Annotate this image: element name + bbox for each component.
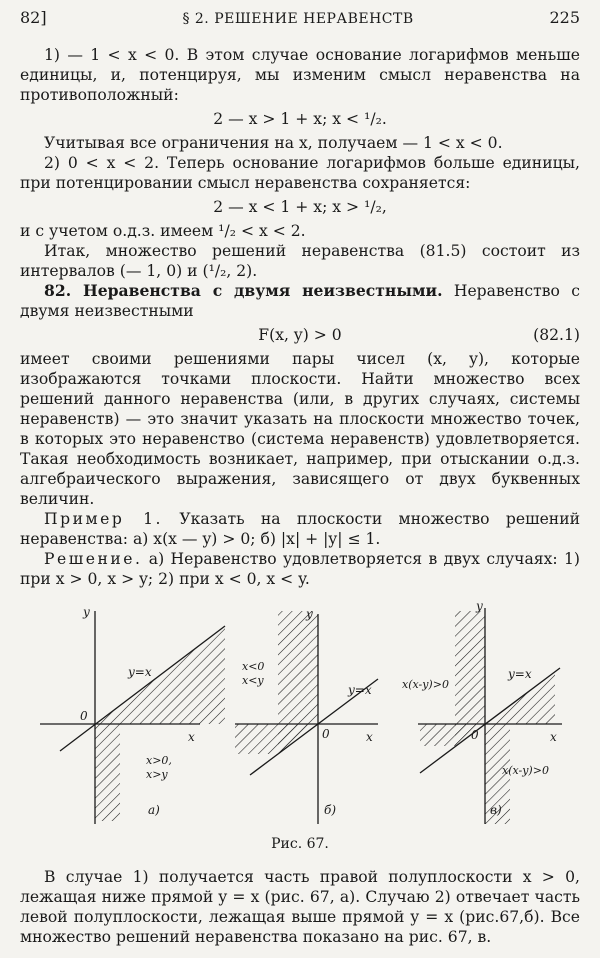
system-b-2: x<y <box>242 673 264 687</box>
paragraph-case-2: 2) 0 < x < 2. Теперь основание логарифмов больше единицы, при потенцировании смысл неравенства сохраняется: <box>20 153 580 192</box>
equation-82-1 <box>20 326 580 346</box>
figure-67 <box>20 596 580 832</box>
region-label-c-1: x(x-y)>0 <box>402 677 449 691</box>
system-a-2: x>y <box>146 767 168 781</box>
paragraph-conclusion: Итак, множество решений неравенства (81.5) состоит из интервалов (— 1, 0) и (¹/₂, 2). <box>20 241 580 280</box>
solution <box>20 550 580 590</box>
hatch-region-a-lower <box>95 724 120 821</box>
y-label-b: y <box>306 606 313 621</box>
section-number: 82] <box>20 8 47 27</box>
figure-caption: Рис. 67. <box>271 835 329 852</box>
origin-a: 0 <box>80 708 88 723</box>
solution-text: а) Неравенство удовлетворяется в двух случаях: 1) при x > 0, x > y; 2) при x < 0, x < y. <box>20 549 580 588</box>
line-label-a: y=x <box>128 664 152 679</box>
solution-label: Решение. <box>44 549 143 568</box>
paragraph-odz: и с учетом о.д.з. имеем ¹/₂ < x < 2. <box>20 221 306 240</box>
figure-b <box>235 607 378 824</box>
paragraph-case-1: 1) — 1 < x < 0. В этом случае основание логарифмов меньше единицы, и, потенцируя, мы изменим смысл неравенства на противоположный: <box>20 46 580 104</box>
origin-b: 0 <box>322 726 330 741</box>
system-a-1: x>0, <box>146 753 172 767</box>
region-label-c-2: x(x-y)>0 <box>502 763 549 777</box>
x-label-b: x <box>366 729 373 744</box>
formula-1: 2 — x > 1 + x; x < ¹/₂. <box>213 109 387 128</box>
figure-a <box>40 605 225 824</box>
system-b-1: x<0 <box>242 659 265 673</box>
x-label-c: x <box>550 729 557 744</box>
paragraph-solutions: имеет своими решениями пары чисел (x, y), которые изображаются точками плоскости. Найти множество всех решений данного неравенства (или, в других случаях, системы неравенств) — это значит указать на плоскости множество точек, в которых это неравенство (система неравенств) удовлетворяется. Такая необходимость возникает, например, при отыскании о.д.з. алгебраического выражения, зависящего от двух буквенных величин. <box>20 350 580 509</box>
section-intro-text: Неравенство с двумя неизвестными <box>20 282 580 321</box>
hatch-region-b-lower <box>235 724 318 754</box>
paragraph-constraints: Учитывая все ограничения на x, получаем — 1 < x < 0. <box>44 133 503 152</box>
y-label-a: y <box>83 604 90 619</box>
figure-label-c: в) <box>490 802 502 817</box>
example-1 <box>20 510 580 550</box>
origin-c: 0 <box>471 727 479 742</box>
paragraph-figure-explanation: В случае 1) получается часть правой полуплоскости x > 0, лежащая ниже прямой y = x (рис. 67, а). Случаю 2) отвечает часть левой полуплоскости, лежащая выше прямой y = x (рис.67,б). Все множество решений неравенства показано на рис. 67, в. <box>20 867 580 946</box>
figure-label-a: а) <box>148 802 160 817</box>
formula-2: 2 — x < 1 + x; x > ¹/₂, <box>213 197 387 216</box>
equation-number: (82.1) <box>533 326 580 345</box>
equation-text: F(x, y) > 0 <box>258 326 342 345</box>
running-title: § 2. РЕШЕНИЕ НЕРАВЕНСТВ <box>182 11 414 27</box>
figure-label-b: б) <box>324 802 337 817</box>
running-header <box>20 8 580 46</box>
section-82-intro <box>20 281 580 322</box>
example-text: Указать на плоскости множество решений неравенства: а) x(x — y) > 0; б) |x| + |y| ≤ 1. <box>20 509 580 548</box>
y-label-c: y <box>476 598 483 613</box>
figure-c <box>402 599 562 824</box>
example-label: Пример 1. <box>44 509 164 528</box>
x-label-a: x <box>188 729 195 744</box>
page <box>20 0 580 948</box>
line-label-b: y=x <box>348 682 372 697</box>
section-heading: 82. Неравенства с двумя неизвестными. <box>44 281 443 301</box>
line-label-c: y=x <box>508 666 532 681</box>
page-number: 225 <box>549 8 580 27</box>
